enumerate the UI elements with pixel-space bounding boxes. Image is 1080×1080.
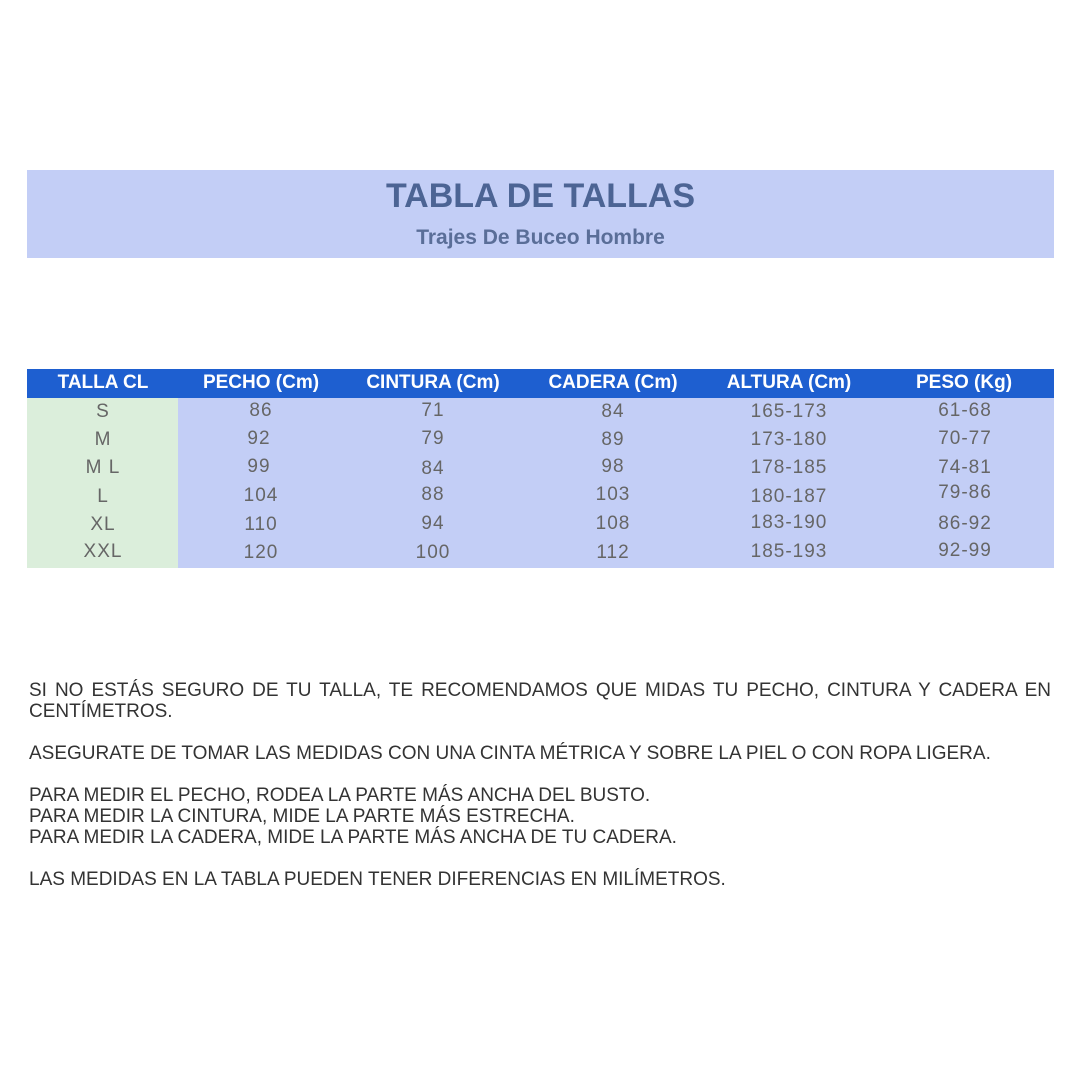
table-header-row (27, 369, 1054, 398)
title-banner (27, 170, 1054, 258)
cell-pecho: 110 (244, 514, 278, 535)
cell-peso: 79-86 (938, 482, 992, 503)
cell-pecho: 120 (243, 542, 279, 563)
cell-pecho: 86 (249, 400, 273, 421)
cell-cadera: 103 (595, 484, 631, 505)
cell-size: L (97, 486, 109, 507)
cell-cadera: 98 (601, 456, 625, 477)
cell-peso: 86-92 (938, 513, 992, 534)
cell-cintura: 88 (421, 484, 445, 505)
column-header-pecho: PECHO (Cm) (202, 372, 320, 393)
cell-cintura: 84 (421, 458, 445, 479)
column-header-altura: ALTURA (Cm) (726, 372, 852, 393)
cell-cintura: 71 (421, 400, 445, 421)
column-header-cadera: CADERA (Cm) (548, 372, 678, 393)
column-header-peso: PESO (Kg) (915, 372, 1013, 393)
cell-altura: 165-173 (750, 401, 828, 422)
cell-pecho: 92 (247, 428, 271, 449)
note-paragraph: SI NO ESTÁS SEGURO DE TU TALLA, TE RECOMENDAMOS QUE MIDAS TU PECHO, CINTURA Y CADERA EN CENTÍMETROS. (29, 680, 1051, 722)
note-paragraph: LAS MEDIDAS EN LA TABLA PUEDEN TENER DIFERENCIAS EN MILÍMETROS. (29, 869, 726, 890)
cell-cintura: 79 (421, 428, 445, 449)
cell-altura: 173-180 (750, 429, 828, 450)
cell-cadera: 108 (595, 513, 631, 534)
cell-altura: 180-187 (750, 486, 828, 507)
cell-size: M L (85, 457, 121, 478)
cell-peso: 70-77 (938, 428, 992, 449)
note-line: PARA MEDIR EL PECHO, RODEA LA PARTE MÁS ANCHA DEL BUSTO. (29, 785, 651, 806)
cell-peso: 74-81 (938, 457, 992, 478)
cell-cintura: 94 (421, 513, 445, 534)
page-subtitle: Trajes De Buceo Hombre (416, 226, 665, 249)
cell-peso: 61-68 (938, 400, 992, 421)
cell-altura: 178-185 (750, 457, 828, 478)
column-header-talla: TALLA CL (57, 372, 149, 393)
page-title: TABLA DE TALLAS (385, 177, 696, 215)
cell-size: XL (90, 514, 116, 535)
note-line: PARA MEDIR LA CADERA, MIDE LA PARTE MÁS ANCHA DE TU CADERA. (29, 827, 677, 848)
cell-size: M (94, 429, 112, 450)
cell-peso: 92-99 (938, 540, 992, 561)
note-paragraph: ASEGURATE DE TOMAR LAS MEDIDAS CON UNA CINTA MÉTRICA Y SOBRE LA PIEL O CON ROPA LIGERA. (29, 743, 991, 764)
cell-altura: 185-193 (750, 541, 828, 562)
cell-pecho: 104 (243, 485, 279, 506)
cell-cadera: 112 (596, 542, 630, 563)
note-line: PARA MEDIR LA CINTURA, MIDE LA PARTE MÁS ESTRECHA. (29, 806, 575, 827)
cell-cintura: 100 (415, 542, 451, 563)
column-header-cintura: CINTURA (Cm) (366, 372, 500, 393)
size-table (27, 369, 1054, 568)
cell-size: S (96, 401, 110, 422)
cell-size: XXL (83, 541, 123, 562)
cell-altura: 183-190 (750, 512, 828, 533)
cell-cadera: 89 (601, 429, 625, 450)
measurement-notes (29, 680, 1051, 890)
cell-pecho: 99 (247, 456, 271, 477)
cell-cadera: 84 (601, 401, 625, 422)
